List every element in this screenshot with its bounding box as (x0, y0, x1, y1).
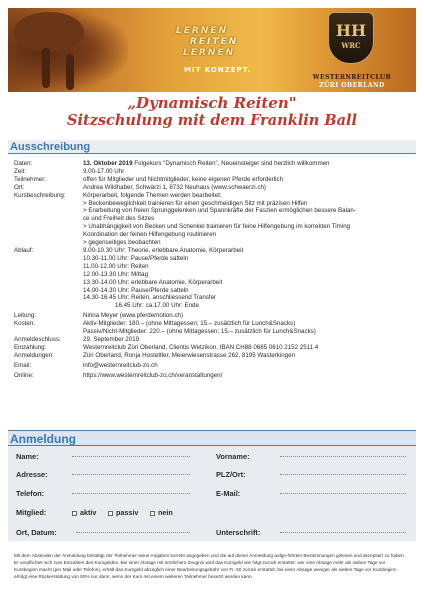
section-header-ausschreibung: Ausschreibung (8, 140, 416, 154)
info-row-zeit: Zeit: 9.00-17.00 Uhr (14, 167, 125, 175)
info-row-ablauf: Ablauf: 9.00-10.30 Uhr: Theorie, erlebbare Anatomie, Körperarbeit 10.30-11.00 Uhr: Pause/Pferde satteln 11.00-12.00 Uhr: Reiten 12.00-13.30 Uhr: Mittag 13.30-14.00 Uhr: erlebbare Anatomie, Körperarbeit 14.00-14.30 Uhr: Pause/Pferde satteln 14.30-16.45 Uhr: Reiten, anschliessend Transfer 16.45 Uhr: ca.17.00 Uhr: Ende (14, 246, 244, 310)
header-banner (8, 8, 416, 92)
info-row-ort: Ort: Andrea Wildhaber, Schwärzi 1, 8732 Neuhaus (www.schwaerzi.ch) (14, 183, 266, 191)
name-field[interactable] (72, 452, 190, 457)
info-row-leitung: Leitung: Nirina Meyer (www.pferdemotion.ch) (14, 312, 184, 320)
terms-footer: Mit dem Absenden der Anmeldung bestätigt der Teilnehmer seine Angaben korrekt angegeben und die auf dieser Anmeldung aufge-führten Bestimmungen gelesen und akzeptiert zu haben. Er verpflichtet sich zum Einzahlen des Kursgeldes. Bei einer Absage mit ärztlichem Zeugnis wird das Kursgeld wie folgt zurück erstattet: wer eine Absage mehr als sieben Tage vor Kursbeginn macht (per Mail oder Telefon), erhält das Kursgeld abzüglich einer Bearbeitungsgebühr von Fr. 50 zurück erstattet; bei einer Absage weniger als sieben Tage vor Kursbeginn erfolgt eine Rückerstattung von 50% nur dann, wenn der Kurs mit einem weiteren Teilnehmer besetzt werden kann. (14, 553, 406, 579)
info-row-teilnehmer: Teilnehmer: offen für Mitglieder und Nichtmitglieder, keine eigenen Pferde erforderlich (14, 175, 284, 183)
ort-datum-field[interactable] (76, 528, 190, 533)
registration-form (8, 446, 416, 541)
info-row-online: Online: https://www.westernreitclub-zo.ch/veranstaltungen/ (14, 371, 223, 379)
name-label: Name: (16, 452, 39, 461)
page-title: „Dynamisch Reiten" (127, 94, 297, 112)
info-row-kursbeschreibung: Kursbeschreibung: Körperarbeit, folgende Themen werden bearbeitet: > Beckenbeweglichkeit trainieren für einen geschmeidigen Sitz mit präzisen Hilfen > Erarbeitung von freien Sprunggelenken und Spannkräfte der Faszien ermöglichen bessere Balan- ce und Freiheit des Sitzes > Unabhängigkeit von Becken und Schenkel trainieren für feine Hilfengebung im korrekten Timing Koordination der feinen Hilfengebung routinieren > gegenseitiges beobachten (14, 191, 356, 247)
nein-box[interactable] (150, 511, 155, 516)
website-link[interactable]: https://www.westernreitclub-zo.ch/veranstaltungen/ (83, 371, 223, 379)
telefon-field[interactable] (72, 489, 190, 494)
club-region: ZÜRI OBERLAND (319, 82, 385, 89)
aktiv-box[interactable] (72, 511, 77, 516)
info-row-einzahlung: Einzahlung: Westernreitclub Züri Oberland, Clientis Wetzikon, IBAN CH88 0685 0610 2152 2511 4 (14, 343, 319, 351)
email-link[interactable]: info@westernreitclub-zo.ch (83, 361, 158, 369)
vorname-field[interactable] (280, 452, 406, 457)
section-header-anmeldung: Anmeldung (8, 430, 416, 446)
info-row-anmeldungen: Anmeldungen: Züri Oberland, Ronja Hostettler, Meierwiesenstrasse 262, 8195 Wasterkingen (14, 351, 295, 359)
plz-ort-field[interactable] (280, 470, 406, 475)
vorname-label: Vorname: (216, 452, 250, 461)
horse-photo (8, 8, 128, 92)
club-crest-logo: HH WRC (328, 12, 374, 64)
slogan-tagline: MIT KONZEPT. (184, 66, 252, 74)
adresse-label: Adresse: (16, 470, 48, 479)
info-row-daten: Daten: 13. Oktober 2019 Folgekurs "Dynamisch Reiten", Neueinsteiger sind herzlich willkommen (14, 160, 330, 167)
passiv-box[interactable] (108, 511, 113, 516)
telefon-label: Telefon: (16, 489, 45, 498)
unterschrift-field[interactable] (280, 528, 406, 533)
page-subtitle: Sitzschulung mit dem Franklin Ball (66, 112, 358, 129)
club-name: WESTERNREITCLUB (312, 74, 392, 81)
aktiv-checkbox[interactable]: aktiv (72, 508, 96, 517)
email-label: E-Mail: (216, 489, 241, 498)
email-field[interactable] (280, 489, 406, 494)
ort-datum-label: Ort, Datum: (16, 528, 57, 537)
slogan: LERNEN REITEN LERNEN (175, 26, 239, 58)
unterschrift-label: Unterschrift: (216, 528, 261, 537)
plz-ort-label: PLZ/Ort: (216, 470, 246, 479)
adresse-field[interactable] (72, 470, 190, 475)
course-info (14, 160, 414, 379)
info-row-email: Email: info@westernreitclub-zo.ch (14, 361, 158, 369)
mitglied-label: Mitglied: (16, 508, 47, 517)
passiv-checkbox[interactable]: passiv (108, 508, 138, 517)
nein-checkbox[interactable]: nein (150, 508, 173, 517)
info-row-anmeldeschluss: Anmeldeschluss: 29. September 2019 (14, 335, 140, 343)
info-row-kosten: Kosten: Aktiv-Mitglieder: 180.– (ohne Mittagessen; 15.– zusätzlich für Lunch&Snacks) Passiv/Nicht-Mitglieder: 220.– (ohne Mittagessen; 15.– zusätzlich für Lunch&Snacks) (14, 320, 316, 336)
